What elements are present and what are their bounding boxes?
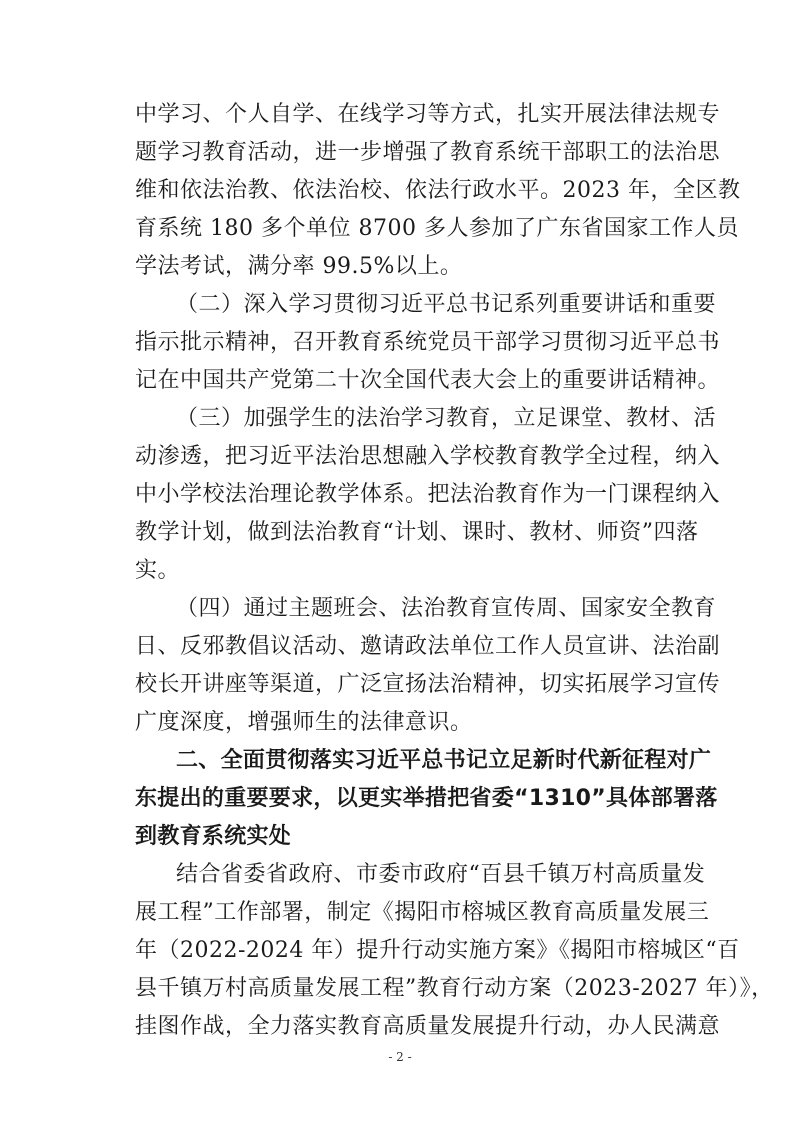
paragraph-start-line: （三）加强学生的法治学习教育，立足课堂、教材、活 (176, 406, 717, 431)
body-line: 展工程”工作部署，制定《揭阳市榕城区教育高质量发展三 (135, 900, 710, 925)
section-heading-line: 到教育系统实处 (135, 824, 292, 849)
section-heading-line: 东提出的重要要求，以更实举措把省委“1310”具体部署落 (135, 786, 718, 811)
body-line: 日、反邪教倡议活动、邀请政法单位工作人员宣讲、法治副 (135, 634, 721, 659)
body-line: 中小学校法治理论教学体系。把法治教育作为一门课程纳入 (135, 482, 721, 507)
body-line: 中学习、个人自学、在线学习等方式，扎实开展法律法规专 (135, 102, 721, 127)
body-line: 教学计划，做到法治教育“计划、课时、教材、师资”四落 (135, 520, 699, 545)
body-line: 广度深度，增强师生的法律意识。 (135, 710, 473, 735)
body-line: 校长开讲座等渠道，广泛宣扬法治精神，切实拓展学习宣传 (135, 672, 721, 697)
paragraph-start-line: 结合省委省政府、市委市政府“百县千镇万村高质量发 (176, 862, 706, 887)
body-line: 年（2022-2024 年）提升行动实施方案》《揭阳市榕城区“百 (135, 938, 740, 963)
page-number: - 2 - (388, 1050, 412, 1064)
body-line: 挂图作战，全力落实教育高质量发展提升行动，办人民满意 (135, 1014, 721, 1039)
section-heading-line: 二、全面贯彻落实习近平总书记立足新时代新征程对广 (176, 748, 712, 773)
body-line: 学法考试，满分率 99.5%以上。 (135, 254, 463, 279)
paragraph-start-line: （二）深入学习贯彻习近平总书记系列重要讲话和重要 (176, 292, 717, 317)
body-line: 指示批示精神，召开教育系统党员干部学习贯彻习近平总书 (135, 330, 721, 355)
paragraph-start-line: （四）通过主题班会、法治教育宣传周、国家安全教育 (176, 596, 717, 621)
body-line: 记在中国共产党第二十次全国代表大会上的重要讲话精神。 (135, 368, 721, 393)
body-line: 实。 (135, 558, 181, 583)
body-line: 育系统 180 多个单位 8700 多人参加了广东省国家工作人员 (135, 216, 739, 241)
body-line: 动渗透，把习近平法治思想融入学校教育教学全过程，纳入 (135, 444, 721, 469)
body-line: 维和依法治教、依法治校、依法行政水平。2023 年，全区教 (135, 178, 741, 203)
body-line: 题学习教育活动，进一步增强了教育系统干部职工的法治思 (135, 140, 721, 165)
body-line: 县千镇万村高质量发展工程”教育行动方案（2023-2027 年）》， (135, 976, 774, 1001)
